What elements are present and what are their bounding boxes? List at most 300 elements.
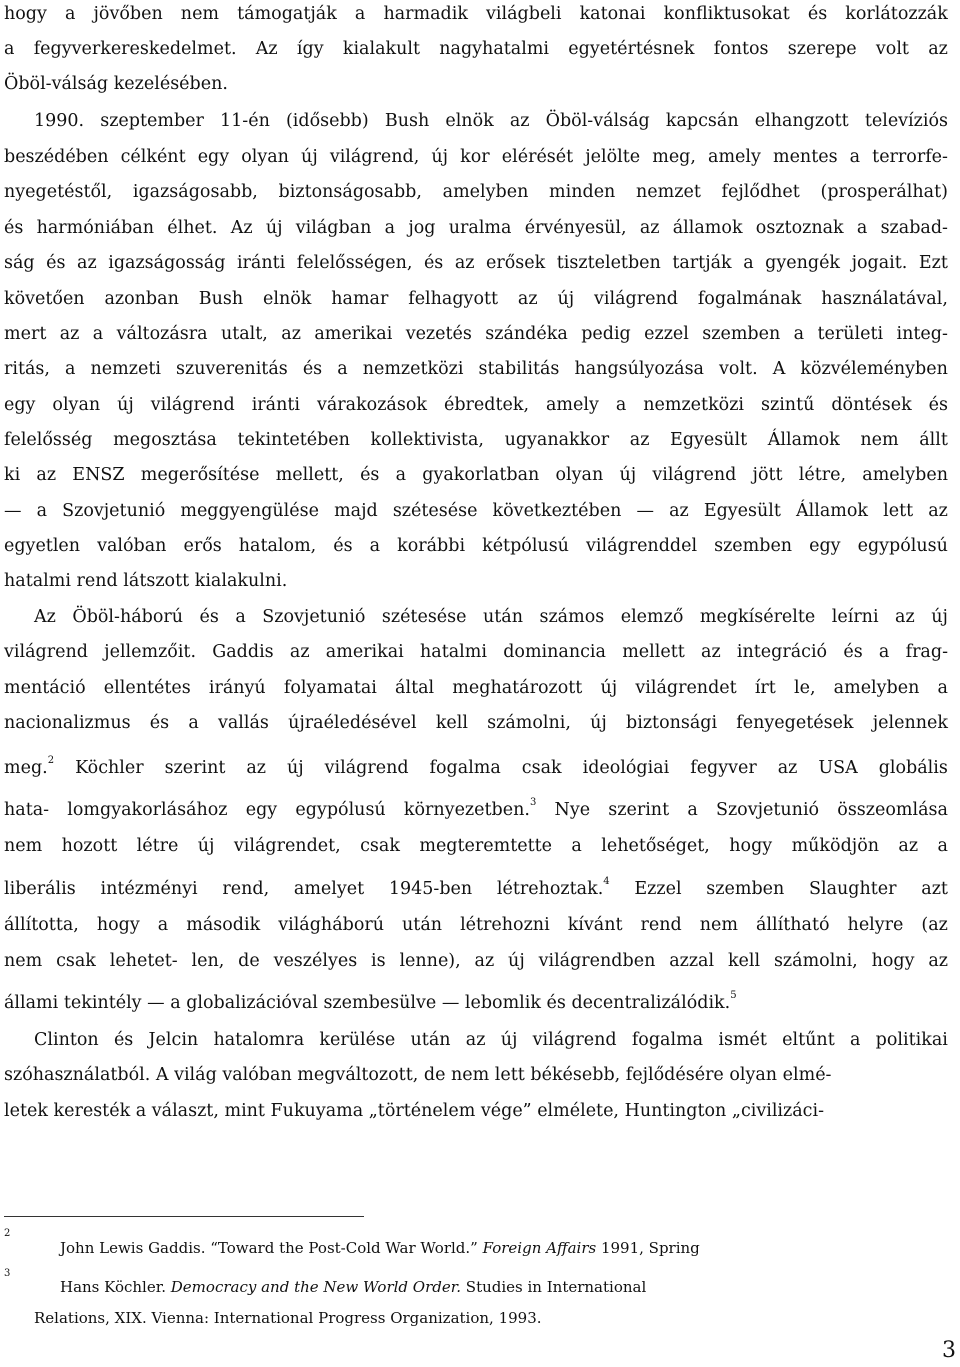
word: tekintély <box>63 993 148 1013</box>
body-line-l30 <box>4 1063 831 1087</box>
footnote-separator <box>4 1216 364 1217</box>
word: harmóniában <box>36 218 155 238</box>
footnote-3-number: 3 <box>4 1268 11 1279</box>
body-line-l2 <box>4 37 948 61</box>
word: létrehoztak.$^4$ <box>496 876 610 899</box>
word: és <box>113 1030 134 1050</box>
word: Öböl-válság <box>4 74 114 94</box>
word: eltűnt <box>782 1030 835 1050</box>
word: egypólusú <box>295 800 386 820</box>
word: meghatározott <box>452 678 583 698</box>
word: amely <box>545 395 599 415</box>
word: világrend <box>150 395 235 415</box>
word: erős <box>183 536 222 556</box>
word: után <box>482 607 523 627</box>
word: meg.$^2$ <box>4 755 55 778</box>
body-line-l16 <box>4 534 948 558</box>
word: államok <box>672 218 743 238</box>
word: és <box>807 4 828 24</box>
word: amerikai <box>314 324 393 344</box>
word: és <box>423 253 444 273</box>
word: tekintetében <box>237 430 350 450</box>
word: A <box>155 1065 175 1085</box>
word: integráció <box>736 642 828 662</box>
word: közvéleményben <box>800 359 948 379</box>
word: (prosperálhat) <box>820 182 948 202</box>
word: a <box>135 1101 152 1121</box>
word: mellett, <box>275 465 344 485</box>
word: hamar <box>331 289 389 309</box>
word: új <box>301 147 318 167</box>
word: dominancia <box>503 642 606 662</box>
body-line-l23 <box>4 798 948 822</box>
word: kollektivista, <box>370 430 484 450</box>
word: új <box>508 951 525 971</box>
word: új <box>431 147 449 167</box>
word: A <box>772 359 786 379</box>
word: Az <box>34 607 56 627</box>
word: a <box>793 324 805 344</box>
word: és <box>149 713 170 733</box>
word: kezelésében. <box>113 74 228 94</box>
word: a <box>395 465 407 485</box>
body-line-l24 <box>4 834 948 858</box>
footnote-2-number: 2 <box>4 1228 11 1239</box>
word: folyamatai <box>283 678 377 698</box>
word: a <box>235 607 246 627</box>
word: csak <box>521 758 562 778</box>
word: Jelcin <box>148 1030 199 1050</box>
word: vezetés <box>405 324 472 344</box>
word: jogait. <box>851 253 908 273</box>
body-line-l13 <box>4 428 948 452</box>
word: a <box>36 501 48 521</box>
word: számos <box>539 607 605 627</box>
word: rend <box>640 915 682 935</box>
footnote-2 <box>60 1238 700 1258</box>
word: új <box>286 758 304 778</box>
word: amerikai <box>325 642 404 662</box>
word: világrendet, <box>233 836 341 856</box>
word: fegyverkereskedelmet. <box>33 39 237 59</box>
word: látszott <box>123 571 195 591</box>
word: világban <box>295 218 372 238</box>
word: lebomlik <box>464 993 547 1013</box>
word: nagyhatalmi <box>439 39 550 59</box>
word: — <box>441 993 465 1013</box>
word: egy <box>197 147 230 167</box>
word: iránti <box>251 395 300 415</box>
word: Egyesült <box>703 501 781 521</box>
footnote-2-date: 1991, Spring <box>596 1239 700 1257</box>
word: Huntington <box>624 1101 732 1121</box>
word: területi <box>817 324 884 344</box>
word: új <box>117 395 134 415</box>
word: hangsúlyozása <box>574 359 704 379</box>
word: nem <box>699 915 738 935</box>
word: kialakult <box>342 39 421 59</box>
word: erősek <box>486 253 546 273</box>
word: új <box>619 465 637 485</box>
word: újraéledésével <box>288 713 417 733</box>
word: után <box>402 915 443 935</box>
word: a <box>369 536 381 556</box>
word: kell <box>435 713 468 733</box>
word: decentralizálódik.$^5$ <box>571 990 737 1013</box>
word: utalt, <box>220 324 268 344</box>
word: jelölte <box>585 147 641 167</box>
word: a <box>849 147 861 167</box>
word: globális <box>878 758 948 778</box>
word: elmélete, <box>537 1101 625 1121</box>
word: új <box>500 1030 518 1050</box>
word: rend <box>76 571 124 591</box>
word: létrehozni <box>460 915 550 935</box>
body-line-l19 <box>4 640 948 664</box>
body-line-l4 <box>34 109 948 133</box>
word: és <box>928 395 948 415</box>
word: nyegetéstől, <box>4 182 113 202</box>
word: az <box>36 465 57 485</box>
body-line-l8 <box>4 251 948 275</box>
word: Bush <box>384 111 430 131</box>
footnote-3-title: Democracy and the New World Order. <box>170 1278 462 1296</box>
footnote-3 <box>60 1277 646 1297</box>
word: létre <box>136 836 179 856</box>
word: fontos <box>713 39 769 59</box>
word: követően <box>4 289 85 309</box>
word: ébredtek, <box>443 395 530 415</box>
word: nacionalizmus <box>4 713 131 733</box>
word: 1990. <box>34 111 85 131</box>
word: csak <box>360 836 400 856</box>
word: elnök <box>262 289 312 309</box>
word: biztonsági <box>626 713 718 733</box>
word: egypólusú <box>857 536 948 556</box>
word: a <box>170 993 187 1013</box>
word: világháború <box>278 915 385 935</box>
word: világrend <box>532 1030 617 1050</box>
word: szuverenitás <box>176 359 288 379</box>
word: állította, <box>4 915 79 935</box>
word: számolni, <box>773 951 858 971</box>
word: világrend <box>324 758 409 778</box>
word: így <box>296 39 324 59</box>
word: az <box>895 607 915 627</box>
word: döntések <box>831 395 912 415</box>
word: Az <box>230 218 253 238</box>
footnote-ref: 3 <box>529 797 537 808</box>
word: egyetlen <box>4 536 81 556</box>
word: jövőben <box>93 4 163 24</box>
word: szétesése <box>392 501 478 521</box>
word: állami <box>4 993 64 1013</box>
word: ritás, <box>4 359 50 379</box>
word: jog <box>408 218 436 238</box>
word: volt. <box>719 359 758 379</box>
word: mentes <box>772 147 838 167</box>
word: leírni <box>831 607 879 627</box>
word: felhagyott <box>408 289 499 309</box>
word: Slaughter <box>809 879 897 899</box>
word: helyre <box>847 915 904 935</box>
word: lehetet- <box>109 951 178 971</box>
word: „civilizáci- <box>731 1101 824 1121</box>
word: is <box>371 951 386 971</box>
word: keresték <box>53 1101 136 1121</box>
word: az <box>246 758 267 778</box>
word: az <box>77 253 97 273</box>
body-line-l31 <box>4 1099 824 1123</box>
word: Egyesült <box>670 430 748 450</box>
body-line-l1 <box>4 2 948 26</box>
page-number: 3 <box>942 1338 956 1363</box>
word: politikai <box>875 1030 948 1050</box>
word: stabilitás <box>478 359 560 379</box>
word: Ezzel <box>634 879 682 899</box>
word: majd <box>334 501 378 521</box>
word: támogatják <box>237 4 337 24</box>
word: ideológiai <box>582 758 670 778</box>
word: és <box>843 642 863 662</box>
word: a <box>615 395 627 415</box>
word: fejlődhet <box>721 182 800 202</box>
word: nem <box>860 430 899 450</box>
word: az <box>928 951 948 971</box>
word: egy <box>245 800 278 820</box>
body-line-l29 <box>34 1028 948 1052</box>
word: a <box>64 4 76 24</box>
word: nemzet <box>636 182 701 202</box>
word: mert <box>4 324 47 344</box>
word: fejlődésére <box>625 1065 730 1085</box>
word: szemben <box>714 536 793 556</box>
word: beszédében <box>4 147 109 167</box>
word: globalizációval <box>186 993 324 1013</box>
word: és <box>46 253 66 273</box>
word: jelennek <box>872 713 948 733</box>
word: a <box>687 800 698 820</box>
word: Szovjetunió <box>262 607 366 627</box>
word: ellentétes <box>103 678 191 698</box>
word: fogalmának <box>697 289 802 309</box>
word: azt <box>921 879 948 899</box>
word: Öböl-háború <box>72 607 184 627</box>
word: az <box>928 39 948 59</box>
word: világrend, <box>329 147 420 167</box>
word: lett <box>883 501 914 521</box>
word: szétesése <box>381 607 467 627</box>
word: felelősségen, <box>296 253 413 273</box>
body-line-l25 <box>4 877 948 901</box>
word: felelősség <box>4 430 93 450</box>
word: Államok <box>767 430 840 450</box>
word: világrend <box>652 465 737 485</box>
body-line-l20 <box>4 676 948 700</box>
word: fenyegetések <box>736 713 854 733</box>
body-line-l27 <box>4 949 948 973</box>
word: ENSZ <box>72 465 125 485</box>
word: szemben <box>702 324 781 344</box>
word: olyan <box>241 147 289 167</box>
body-line-l11 <box>4 357 948 381</box>
word: nemzetközi <box>643 395 745 415</box>
footnote-3-text: Hans Köchler. <box>60 1278 171 1296</box>
word: pedig <box>581 324 631 344</box>
word: a <box>937 678 948 698</box>
word: lett <box>494 1065 531 1085</box>
body-line-l7 <box>4 216 948 240</box>
word: fegyver <box>690 758 757 778</box>
word: létre, <box>798 465 847 485</box>
word: az <box>517 289 538 309</box>
word: kerülése <box>319 1030 396 1050</box>
word: mentáció <box>4 678 86 698</box>
word: hogy <box>871 951 915 971</box>
word: megosztása <box>113 430 217 450</box>
word: hata- <box>4 800 50 820</box>
word: USA <box>818 758 858 778</box>
word: amelyben <box>833 678 920 698</box>
word: Szovjetunió <box>715 800 820 820</box>
footnote-ref: 2 <box>47 755 55 766</box>
word: a <box>849 1030 861 1050</box>
word: irányú <box>208 678 266 698</box>
word: és <box>199 607 219 627</box>
word: korábbi <box>397 536 466 556</box>
body-line-l3 <box>4 72 228 96</box>
word: megkísérelte <box>699 607 816 627</box>
word: ugyanakkor <box>504 430 610 450</box>
word: integ- <box>896 324 948 344</box>
word: elérését <box>501 147 574 167</box>
word: szabad- <box>880 218 948 238</box>
word: az <box>701 642 721 662</box>
word: — <box>4 501 22 521</box>
word: liberális <box>4 879 76 899</box>
word: világrend <box>594 289 678 309</box>
word: kell <box>727 951 761 971</box>
body-line-l18 <box>34 605 948 629</box>
word: Öböl-válság <box>545 111 650 131</box>
body-line-l17 <box>4 569 287 593</box>
word: és <box>546 993 572 1013</box>
body-line-l6 <box>4 180 948 204</box>
word: valóban <box>97 536 167 556</box>
word: a <box>337 359 348 379</box>
footnote-2-journal: Foreign Affairs <box>482 1239 597 1257</box>
word: új <box>590 713 607 733</box>
word: nem <box>4 951 43 971</box>
word: olyan <box>729 1065 783 1085</box>
word: szintű <box>761 395 815 415</box>
body-line-l5 <box>4 145 948 169</box>
word: hatalom, <box>238 536 317 556</box>
word: jellemzőit. <box>104 642 197 662</box>
word: az <box>454 253 475 273</box>
word: osztoznak <box>755 218 844 238</box>
word: szándéka <box>485 324 568 344</box>
word: új <box>600 678 618 698</box>
word: az <box>898 836 919 856</box>
word: harmadik <box>383 4 468 24</box>
word: elmé- <box>782 1065 832 1085</box>
word: Államok <box>796 501 869 521</box>
word: szemben <box>706 879 785 899</box>
footnote-2-text: John Lewis Gaddis. “Toward the Post-Cold War World.” <box>60 1239 483 1257</box>
word: igazságosabb, <box>132 182 258 202</box>
word: igazságosság <box>108 253 226 273</box>
body-line-l14 <box>4 463 948 487</box>
word: korlátozzák <box>845 4 948 24</box>
footnote-ref: 5 <box>730 990 737 1001</box>
word: „történelem <box>368 1101 481 1121</box>
word: olyan <box>555 465 604 485</box>
word: a <box>188 713 199 733</box>
word: gyengék <box>765 253 841 273</box>
word: mint <box>224 1101 271 1121</box>
word: jött <box>752 465 783 485</box>
word: Clinton <box>34 1030 99 1050</box>
word: Bush <box>198 289 244 309</box>
word: volt <box>875 39 909 59</box>
word: amely <box>708 147 761 167</box>
word: számolni, <box>487 713 571 733</box>
word: gyakorlatban <box>422 465 540 485</box>
body-line-l21 <box>4 711 948 735</box>
word: a <box>878 642 890 662</box>
word: hozott <box>61 836 118 856</box>
word: után <box>410 1030 451 1050</box>
word: a <box>743 253 754 273</box>
word: békésebb, <box>530 1065 626 1085</box>
word: változásra <box>116 324 208 344</box>
word: uralma <box>448 218 512 238</box>
word: hatalomra <box>213 1030 305 1050</box>
word: Szovjetunió <box>62 501 166 521</box>
word: világ <box>174 1065 223 1085</box>
word: szerint <box>608 800 670 820</box>
word: egyetértésnek <box>568 39 695 59</box>
word: megváltozott, <box>297 1065 424 1085</box>
word: Nye <box>554 800 591 820</box>
word: azzal <box>669 951 715 971</box>
footnote-3-series: Studies in International <box>461 1278 647 1296</box>
word: fogalma <box>429 758 501 778</box>
word: az <box>669 501 689 521</box>
word: le, <box>793 678 816 698</box>
word: világrendet <box>635 678 737 698</box>
word: szeptember <box>100 111 204 131</box>
word: a <box>937 836 948 856</box>
word: valóban <box>222 1065 298 1085</box>
word: által <box>395 678 435 698</box>
word: iránti <box>236 253 286 273</box>
word: nemzetközi <box>362 359 464 379</box>
footnote-3-line2: Relations, XIX. Vienna: International Progress Organization, 1993. <box>34 1309 542 1327</box>
word: olyan <box>52 395 101 415</box>
word: veszélyes <box>273 951 358 971</box>
word: világrenddel <box>585 536 698 556</box>
word: várakozások <box>316 395 427 415</box>
word: nem <box>451 1065 495 1085</box>
word: új <box>265 218 283 238</box>
word: intézményi <box>100 879 198 899</box>
word: Köchler <box>75 758 144 778</box>
word: és <box>302 359 323 379</box>
word: len, <box>191 951 225 971</box>
word: világbeli <box>486 4 562 24</box>
